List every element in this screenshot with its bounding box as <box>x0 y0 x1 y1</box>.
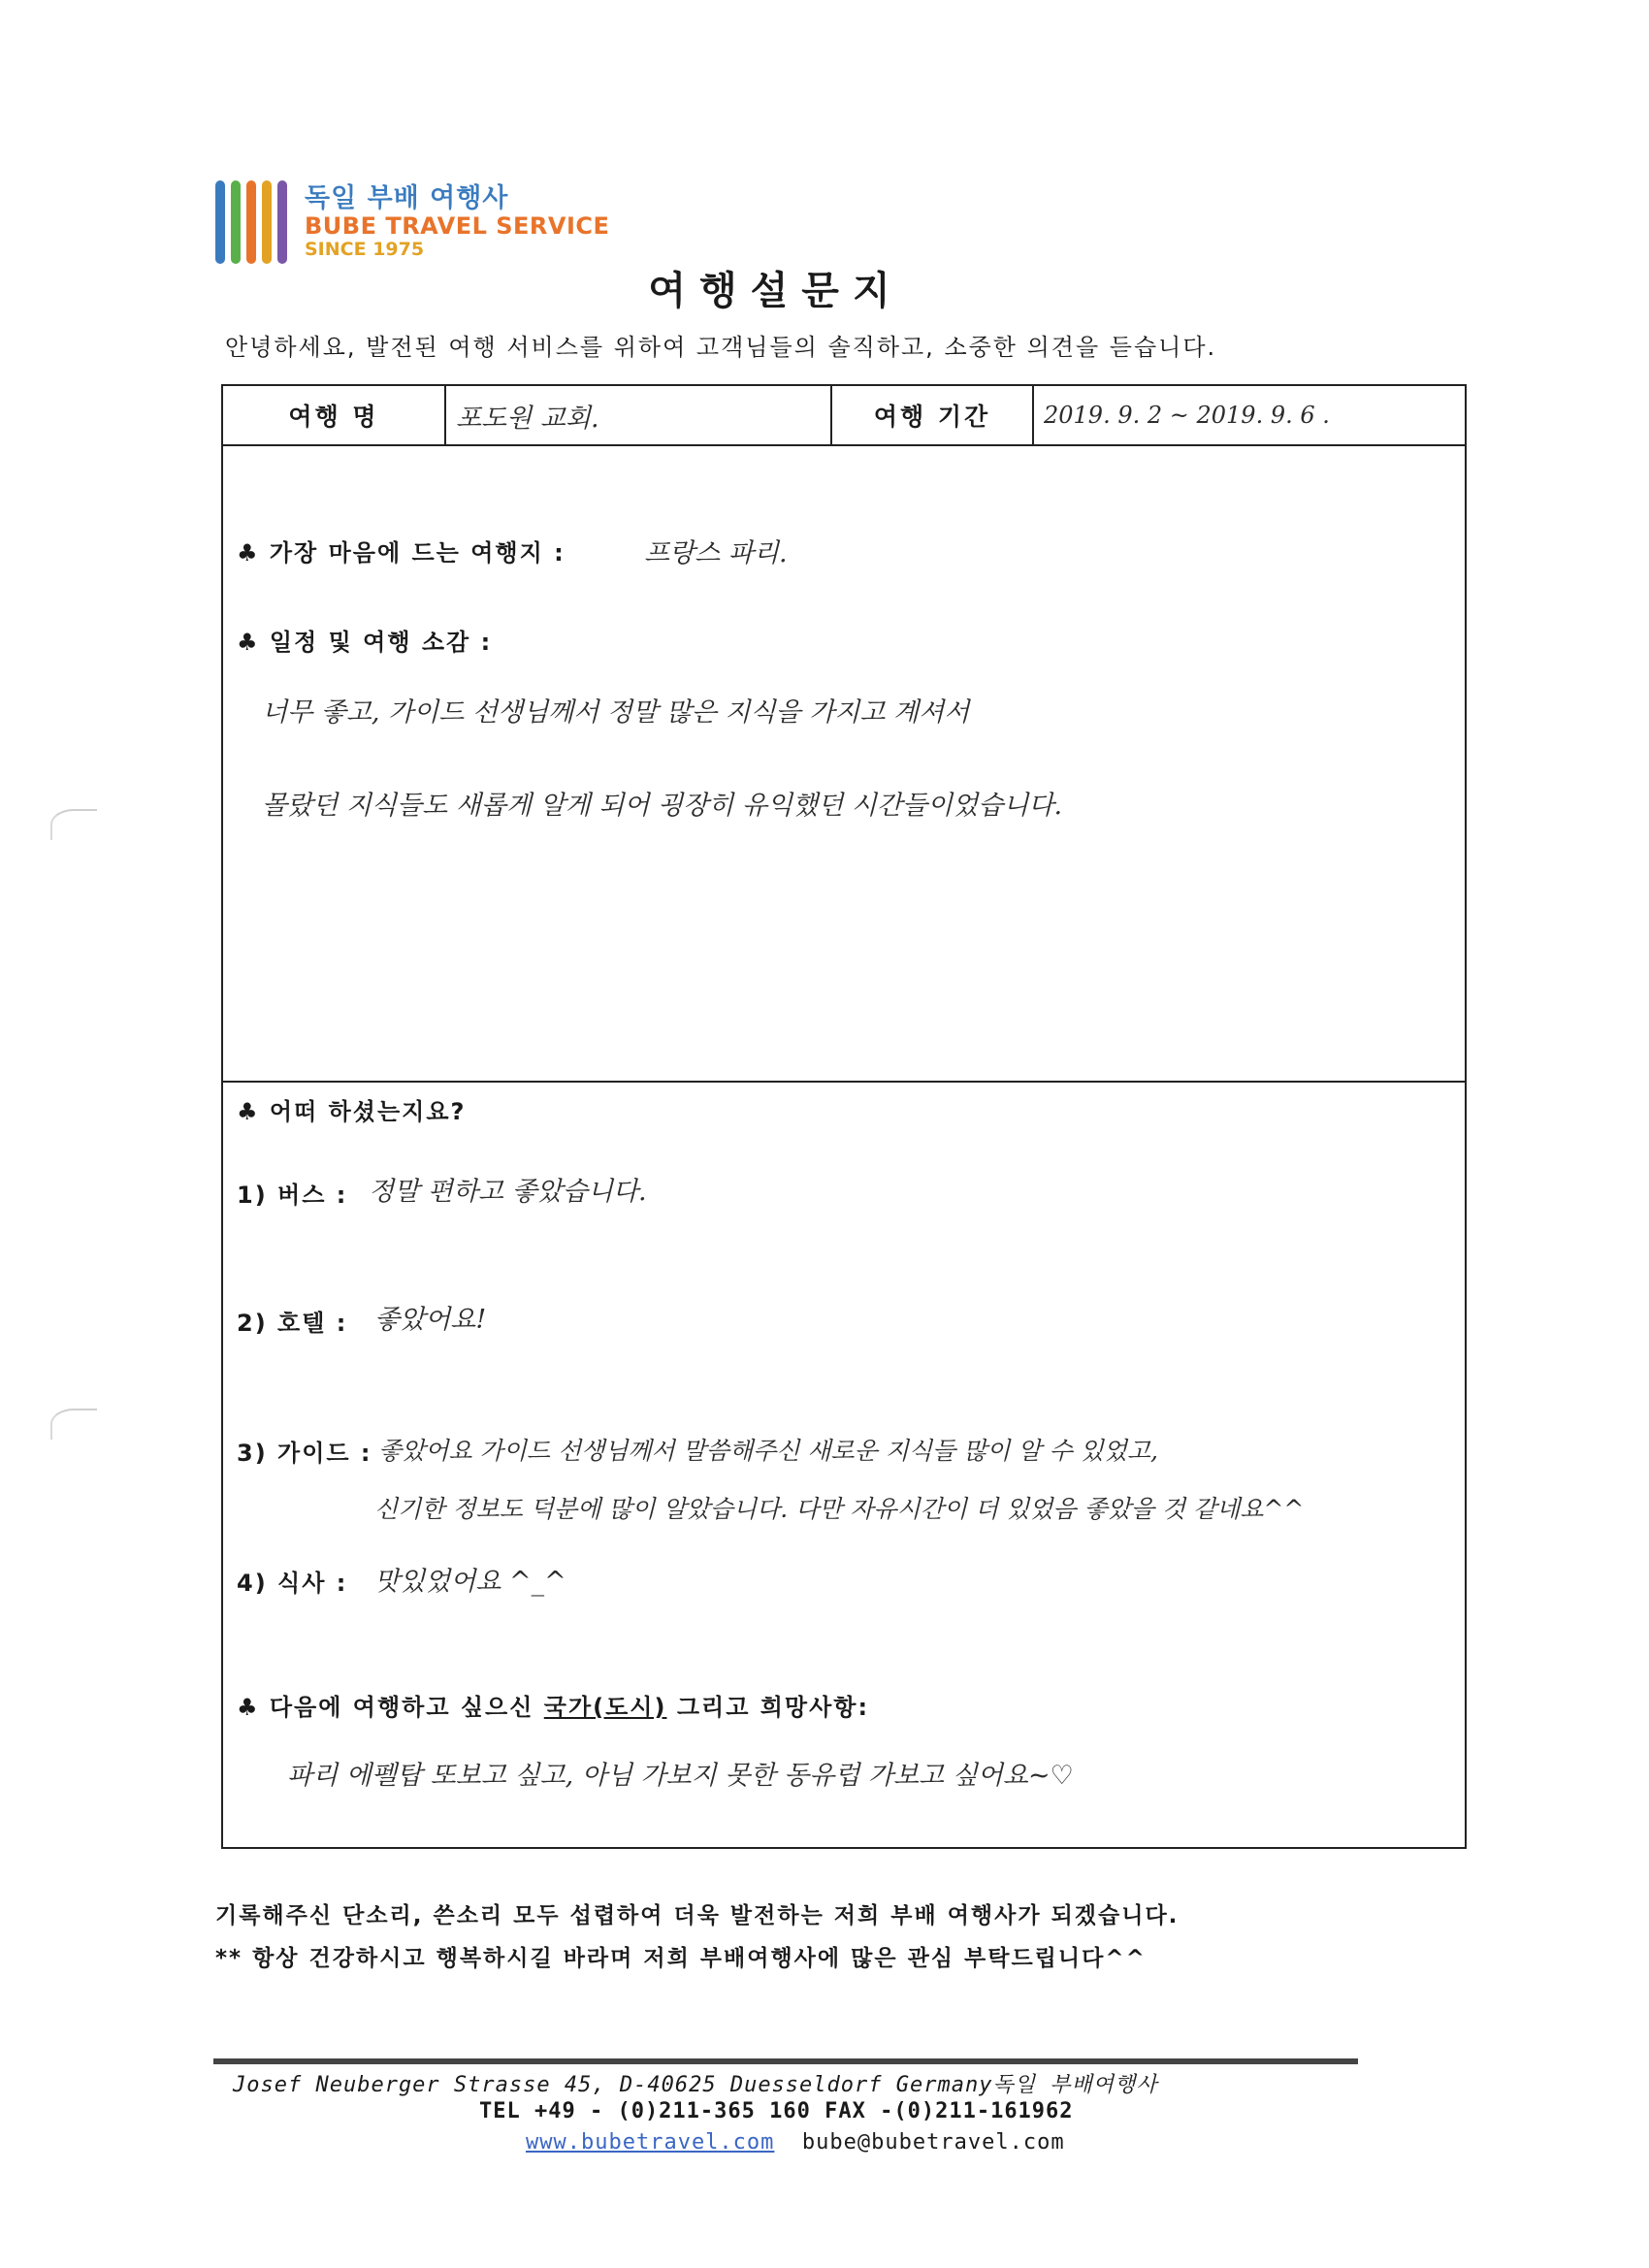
meal-label: 4) 식사 : <box>237 1570 348 1597</box>
next-label-suffix: 그리고 희망사항: <box>666 1694 870 1721</box>
favorite-label: ♣ 가장 마음에 드는 여행지 : <box>237 539 566 567</box>
impression-label: ♣ 일정 및 여행 소감 : <box>237 629 493 656</box>
logo-mark-icon <box>215 180 287 264</box>
logo-since: SINCE 1975 <box>305 239 425 261</box>
binder-hole <box>50 1409 97 1440</box>
company-logo <box>215 180 609 264</box>
impression-line-2: 몰랐던 지식들도 새롭게 알게 되어 굉장히 유익했던 시간들이었습니다. <box>262 791 1063 821</box>
bus-label: 1) 버스 : <box>237 1182 348 1209</box>
logo-bar <box>215 180 225 264</box>
cell-divider <box>444 386 446 444</box>
favorite-value: 프랑스 파리. <box>644 538 788 568</box>
footer-contact <box>526 2130 1065 2155</box>
next-destination-label <box>237 1688 869 1722</box>
logo-text <box>305 183 609 261</box>
trip-period-label: 여행 기간 <box>873 403 991 431</box>
closing-line-2: ** 항상 건강하시고 행복하시길 바라며 저희 부배여행사에 많은 관심 부탁드립니다^^ <box>215 1946 1147 1971</box>
website-link[interactable]: www.bubetravel.com <box>526 2130 775 2155</box>
trip-name-value: 포도원 교회. <box>456 403 599 434</box>
next-label-prefix: ♣ 다음에 여행하고 싶으신 <box>237 1694 544 1721</box>
footer-rule <box>213 2058 1358 2064</box>
binder-hole <box>50 809 97 840</box>
page-title: 여행설문지 <box>648 269 904 313</box>
header-row <box>223 386 1465 446</box>
guide-line-2: 신기한 정보도 덕분에 많이 알았습니다. 다만 자유시간이 더 있었음 좋았을 것 같네요^^ <box>374 1495 1305 1523</box>
footer-phone: TEL +49 - (0)211-365 160 FAX -(0)211-161962 <box>479 2099 1074 2123</box>
intro-text: 안녕하세요, 발전된 여행 서비스를 위하여 고객님들의 솔직하고, 소중한 의견을 듣습니다. <box>225 334 1217 361</box>
footer-email[interactable]: bube@bubetravel.com <box>801 2130 1065 2155</box>
closing-line-1: 기록해주신 단소리, 쓴소리 모두 섭렵하여 더욱 발전하는 저희 부배 여행사가 되겠습니다. <box>215 1903 1180 1928</box>
hotel-label: 2) 호텔 : <box>237 1310 348 1337</box>
next-destination-value: 파리 에펠탑 또보고 싶고, 아님 가보지 못한 동유럽 가보고 싶어요~♡ <box>287 1761 1074 1791</box>
cell-divider <box>1032 386 1034 444</box>
bus-value: 정말 편하고 좋았습니다. <box>369 1177 647 1207</box>
trip-period-value: 2019. 9. 2 ~ 2019. 9. 6 . <box>1044 402 1330 429</box>
meal-value: 맛있었어요 ^_^ <box>374 1567 566 1597</box>
how-label: ♣ 어떠 하셨는지요? <box>237 1098 467 1125</box>
logo-bar <box>277 180 287 264</box>
footer-address: Josef Neuberger Strasse 45, D-40625 Duesseldorf Germany독일 부배여행사 <box>233 2073 1158 2097</box>
survey-form <box>221 384 1467 1849</box>
logo-bar <box>262 180 272 264</box>
logo-bar <box>246 180 256 264</box>
logo-korean: 독일 부배 여행사 <box>305 182 509 213</box>
guide-line-1: 좋았어요 가이드 선생님께서 말씀해주신 새로운 지식들 많이 알 수 있었고, <box>378 1437 1158 1465</box>
guide-label: 3) 가이드 : <box>237 1440 372 1467</box>
trip-name-label: 여행 명 <box>288 403 379 431</box>
logo-english: BUBE TRAVEL SERVICE <box>305 211 610 240</box>
logo-bar <box>231 180 241 264</box>
impression-line-1: 너무 좋고, 가이드 선생님께서 정말 많은 지식을 가지고 계셔서 <box>262 697 970 728</box>
section-divider <box>223 1081 1465 1083</box>
next-label-underlined: 국가(도시) <box>543 1694 667 1721</box>
hotel-value: 좋았어요! <box>374 1305 487 1335</box>
